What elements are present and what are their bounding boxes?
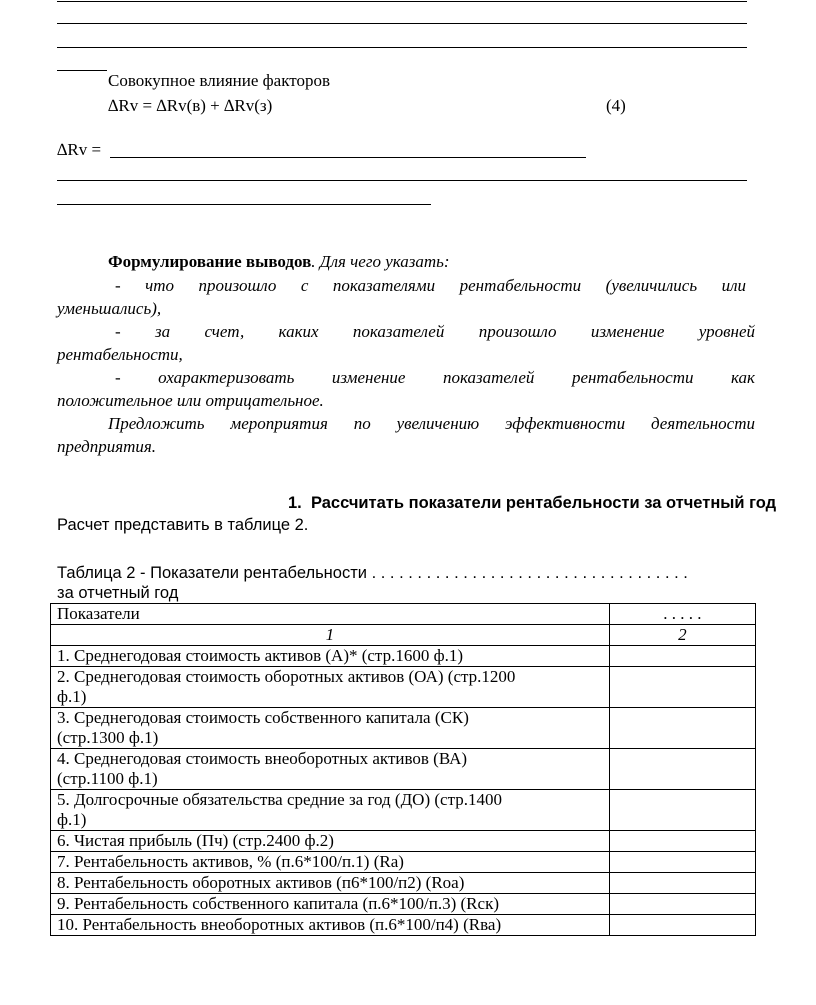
result-label: ∆Rv = — [57, 140, 102, 159]
indicator-cell: 5. Долгосрочные обязательства средние за год (ДО) (стр.1400 ф.1) — [51, 790, 610, 831]
indicator-cell: 6. Чистая прибыль (Пч) (стр.2400 ф.2) — [51, 831, 610, 852]
table-caption-period: за отчетный год — [57, 584, 179, 602]
proposal-cont: предприятия. — [57, 437, 157, 456]
table-row — [51, 852, 756, 873]
table-caption: Таблица 2 - Показатели рентабельности . . . . . . . . . . . . . . . . . . . . . . . . . . . . . . . . . . . — [57, 564, 688, 582]
answer-line — [57, 204, 431, 205]
task-title: Рассчитать показатели рентабельности за отчетный год — [310, 494, 777, 512]
proposal: Предложить мероприятия по увеличению эффективности деятельности — [108, 414, 755, 433]
table-header-row — [51, 604, 756, 625]
value-cell[interactable] — [609, 915, 755, 936]
indicator-cell: 1. Среднегодовая стоимость активов (А)* (стр.1600 ф.1) — [51, 646, 610, 667]
table-row — [51, 831, 756, 852]
answer-line — [57, 1, 747, 2]
indicator-cell: 2. Среднегодовая стоимость оборотных активов (ОА) (стр.1200 ф.1) — [51, 667, 610, 708]
answer-line — [57, 70, 107, 71]
header-period: . . . . . — [609, 604, 755, 625]
column-number-1: 1 — [51, 625, 610, 646]
indicator-cell: 9. Рентабельность собственного капитала (п.6*100/п.3) (Rск) — [51, 894, 610, 915]
answer-line — [57, 180, 747, 181]
table-row — [51, 667, 756, 708]
conclusions-heading: Формулирование выводов — [108, 252, 312, 271]
conclusions-heading-tail: . Для чего указать: — [311, 252, 450, 271]
indicator-cell: 7. Рентабельность активов, % (п.6*100/п.1) (Ra) — [51, 852, 610, 873]
factors-formula: ∆Rv = ∆Rv(в) + ∆Rv(з) — [108, 96, 273, 115]
indicator-cell: 8. Рентабельность оборотных активов (п6*100/п2) (Roa) — [51, 873, 610, 894]
conclusion-item-2-cont: рентабельности, — [57, 345, 183, 364]
factors-title: Совокупное влияние факторов — [108, 71, 330, 90]
answer-line — [110, 157, 586, 158]
profitability-table — [50, 603, 756, 936]
value-cell[interactable] — [609, 852, 755, 873]
conclusion-item-1: - что произошло с показателями рентабельности (увеличились или — [115, 276, 746, 295]
conclusions-heading-line — [108, 252, 450, 272]
task-number: 1. — [288, 494, 302, 512]
value-cell[interactable] — [609, 646, 755, 667]
value-cell[interactable] — [609, 831, 755, 852]
conclusion-item-3: - охарактеризовать изменение показателей рентабельности как — [115, 368, 755, 387]
indicator-cell: 3. Среднегодовая стоимость собственного капитала (СК) (стр.1300 ф.1) — [51, 708, 610, 749]
task-instruction: Расчет представить в таблице 2. — [57, 516, 309, 534]
conclusion-item-1-cont: уменьшались), — [57, 299, 162, 318]
table-row — [51, 915, 756, 936]
value-cell[interactable] — [609, 873, 755, 894]
indicator-cell: 10. Рентабельность внеоборотных активов (п.6*100/п4) (Rва) — [51, 915, 610, 936]
column-number-2: 2 — [609, 625, 755, 646]
value-cell[interactable] — [609, 894, 755, 915]
table-row — [51, 646, 756, 667]
table-row — [51, 708, 756, 749]
value-cell[interactable] — [609, 790, 755, 831]
value-cell[interactable] — [609, 667, 755, 708]
indicator-cell: 4. Среднегодовая стоимость внеоборотных активов (ВА) (стр.1100 ф.1) — [51, 749, 610, 790]
conclusion-item-3-cont: положительное или отрицательное. — [57, 391, 324, 410]
conclusion-item-2: - за счет, каких показателей произошло изменение уровней — [115, 322, 755, 341]
answer-line — [57, 47, 747, 48]
table-row — [51, 873, 756, 894]
value-cell[interactable] — [609, 749, 755, 790]
table-row — [51, 749, 756, 790]
task-heading — [288, 494, 776, 513]
header-indicators: Показатели — [51, 604, 610, 625]
formula-number: (4) — [606, 96, 626, 115]
table-number-row — [51, 625, 756, 646]
answer-line — [57, 23, 747, 24]
table-row — [51, 894, 756, 915]
table-row — [51, 790, 756, 831]
value-cell[interactable] — [609, 708, 755, 749]
